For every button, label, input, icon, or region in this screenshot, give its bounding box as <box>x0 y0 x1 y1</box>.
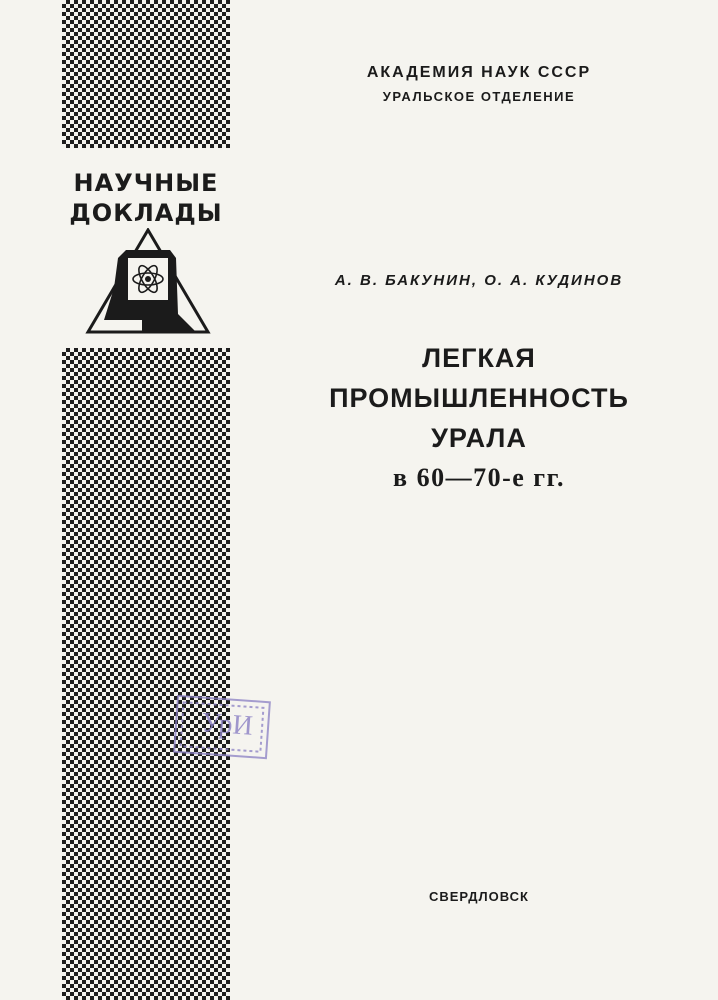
publisher-block <box>240 62 718 108</box>
book-title <box>240 338 718 498</box>
authors: А. В. БАКУНИН, О. А. КУДИНОВ <box>334 272 624 289</box>
stamp-text: УрИ <box>200 707 254 742</box>
book-title-line-3: УРАЛА <box>431 423 527 453</box>
series-title-line-1: НАУЧНЫЕ <box>73 169 219 197</box>
book-title-line-4: в 60—70-е гг. <box>393 463 565 492</box>
book-title-line-1: ЛЕГКАЯ <box>422 343 536 373</box>
publisher-line-1: АКАДЕМИЯ НАУК СССР <box>366 64 592 81</box>
checkered-stripe-top <box>62 0 230 148</box>
checkered-stripe-bottom <box>62 348 230 1000</box>
publisher-line-2: УРАЛЬСКОЕ ОТДЕЛЕНИЕ <box>382 89 576 104</box>
atom-in-triangle-logo-icon <box>84 228 212 336</box>
series-title <box>62 168 230 228</box>
series-title-line-2: ДОКЛАДЫ <box>69 199 223 227</box>
library-stamp <box>170 695 274 761</box>
publication-city: СВЕРДЛОВСК <box>428 889 529 904</box>
book-title-line-2: ПРОМЫШЛЕННОСТЬ <box>329 383 629 413</box>
